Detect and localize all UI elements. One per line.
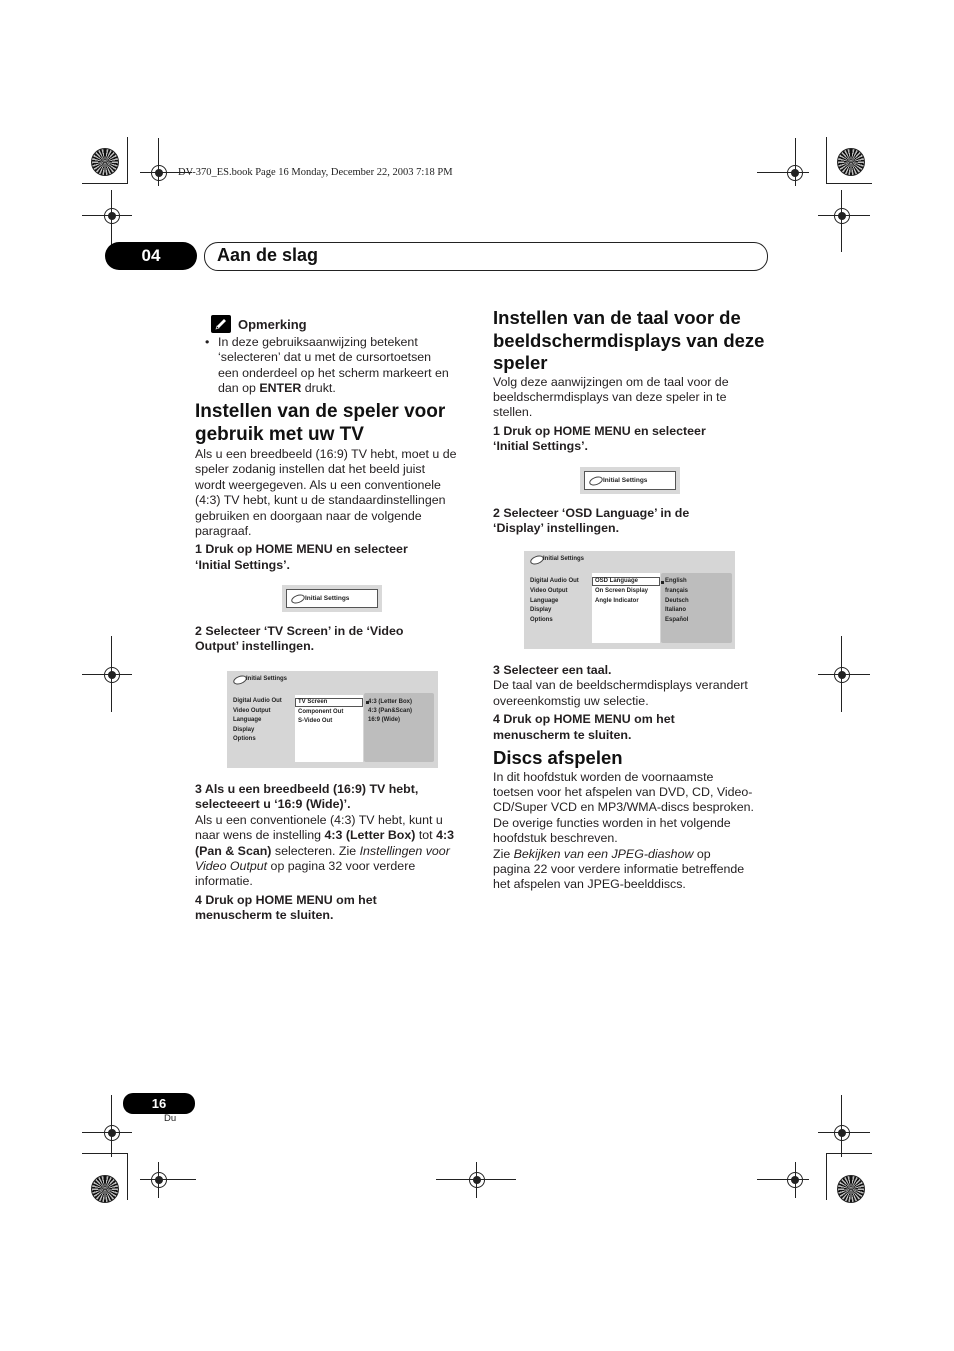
menu-item[interactable]: Digital Audio Out [530, 578, 579, 584]
registration-target [466, 1169, 488, 1191]
note-text [205, 335, 475, 397]
section-body: In dit hoofdstuk worden de voornaamste toetsen voor het afspelen van DVD, CD, Video- CD/Super VCD en MP3/WMA-discs besproken. De overige functies worden in het volgende hoofdstuk beschreven. Zie Bekijken van een JPEG-diashow op pagina 22 voor verdere informatie betreffende het afspelen van JPEG-beelddiscs. [493, 769, 754, 892]
menu-item[interactable]: Video Output [530, 588, 568, 594]
step-3: 3 Selecteer een taal. [493, 663, 612, 677]
initial-settings-screen [282, 585, 382, 612]
page-number: 16 [123, 1093, 195, 1114]
display-screen [524, 551, 735, 649]
option-item[interactable]: français [665, 588, 689, 594]
section-taal [493, 307, 778, 455]
registration-target [831, 205, 853, 227]
registration-target [101, 205, 123, 227]
option-item[interactable]: 16:9 (Wide) [368, 717, 400, 723]
crop-box [82, 1153, 128, 1200]
crop-line [140, 1179, 196, 1180]
crop-line [795, 138, 796, 186]
crop-line [82, 1132, 132, 1133]
step-2: 2 Selecteer ‘TV Screen’ in de ‘Video Output’ instellingen. [195, 624, 404, 654]
note-line: In deze gebruiksaanwijzing betekent [218, 335, 418, 349]
crop-line [82, 674, 132, 675]
crop-line [111, 636, 112, 712]
initial-settings-screen [580, 467, 680, 494]
crop-box [826, 1153, 872, 1200]
screen-title: Initial Settings [305, 595, 350, 602]
step-4: 4 Druk op HOME MENU om het menuscherm te sluiten. [493, 712, 675, 742]
menu-item[interactable]: Video Output [233, 708, 271, 714]
note-line: dan op ENTER drukt. [218, 381, 336, 396]
crop-line [818, 215, 870, 216]
registration-target [148, 162, 170, 184]
crop-box [82, 137, 128, 184]
registration-target [148, 1169, 170, 1191]
step-1: 1 Druk op HOME MENU en selecteer ‘Initial Settings’. [195, 542, 408, 572]
crop-line [158, 1162, 159, 1198]
section-intro: Als u een breedbeeld (16:9) TV hebt, moet u de speler zodanig instellen dat het beeld juist wordt weergegeven. Als u een conventionele (4:3) TV hebt, kunt u de standaardinstellingen gebruiken en doorgaan naar de volgende paragraaf. [195, 447, 457, 539]
page-language: Du [164, 1113, 177, 1124]
menu-item[interactable]: Display [530, 607, 552, 613]
section-speler-tv [195, 401, 475, 573]
bullet: • [205, 335, 210, 349]
note-title: Opmerking [238, 317, 307, 332]
submenu-item[interactable]: OSD Language [595, 578, 639, 584]
menu-item[interactable]: Digital Audio Out [233, 698, 282, 704]
crop-line [757, 1179, 809, 1180]
option-item[interactable]: 4:3 (Pan&Scan) [368, 708, 413, 714]
step-2: 2 Selecteer ‘OSD Language’ in de ‘Display’ instellingen. [493, 506, 690, 536]
menu-item[interactable]: Options [233, 736, 256, 742]
note-line: ‘selecteren’ dat u met de cursortoetsen [218, 350, 432, 365]
video-output-screen [227, 671, 438, 768]
chapter-title: Aan de slag [217, 245, 319, 265]
screen-title: Initial Settings [603, 477, 648, 484]
registration-target [831, 1122, 853, 1144]
submenu-item[interactable]: Angle Indicator [595, 598, 639, 604]
registration-target [831, 664, 853, 686]
note-block [205, 317, 475, 397]
steps-3-4: 3 Selecteer een taal. De taal van de beeldschermdisplays verandert overeenkomstig uw selectie. 4 Druk op HOME MENU om het menuscherm te sluiten. [493, 663, 778, 743]
crop-line [82, 215, 132, 216]
chapter-number: 04 [105, 242, 197, 270]
section-intro: Volg deze aanwijzingen om de taal voor de beeldschermdisplays van deze speler in te stellen. [493, 374, 729, 420]
option-item[interactable]: Italiano [665, 607, 687, 613]
submenu-item[interactable]: TV Screen [298, 699, 328, 705]
option-item[interactable]: Deutsch [665, 598, 689, 604]
crop-line [795, 1162, 796, 1198]
option-item[interactable]: English [665, 578, 687, 584]
crop-line [158, 138, 159, 186]
option-item[interactable]: Español [665, 617, 689, 623]
option-item[interactable]: 4:3 (Letter Box) [368, 699, 413, 705]
crop-line [476, 1162, 477, 1198]
step-3: 3 Als u een breedbeeld (16:9) TV hebt, selecteeert u ‘16:9 (Wide)’. [195, 782, 419, 812]
step-1: 1 Druk op HOME MENU en selecteer ‘Initial Settings’. [493, 423, 706, 454]
menu-item[interactable]: Display [233, 727, 255, 733]
submenu-item[interactable]: S-Video Out [298, 718, 333, 724]
screen-title: Initial Settings [543, 556, 585, 562]
section-heading: Instellen van de speler voor gebruik met uw TV [195, 401, 446, 445]
registration-target [101, 664, 123, 686]
menu-item[interactable]: Language [530, 598, 559, 604]
step-4: 4 Druk op HOME MENU om het menuscherm te sluiten. [195, 892, 377, 923]
selected-marker [661, 581, 664, 584]
menu-item[interactable]: Options [530, 617, 553, 623]
section-discs [493, 747, 778, 893]
submenu-item[interactable]: On Screen Display [595, 588, 649, 594]
crop-line [111, 190, 112, 250]
crop-line [818, 674, 870, 675]
book-header: DV-370_ES.book Page 16 Monday, December 22, 2003 7:18 PM [178, 167, 453, 178]
section-heading: Instellen van de taal voor de beeldschermdisplays van deze speler [493, 307, 765, 373]
step-3-block [195, 782, 480, 924]
note-line: een onderdeel op het scherm markeert en [218, 365, 449, 380]
crop-line [111, 1095, 112, 1157]
section-heading: Discs afspelen [493, 747, 623, 768]
screen-title: Initial Settings [246, 676, 288, 682]
crop-line [841, 1095, 842, 1157]
menu-item[interactable]: Language [233, 717, 262, 723]
step-3-body: Als u een conventionele (4:3) TV hebt, kunt u naar wens de instelling 4:3 (Letter Box) tot 4:3 (Pan & Scan) selecteren. Zie Instellingen voor Video Output op pagina 32 voor verdere informatie. [195, 812, 454, 889]
registration-target [101, 1122, 123, 1144]
crop-line [841, 636, 842, 712]
crop-box [826, 137, 872, 184]
submenu-item[interactable]: Component Out [298, 709, 344, 715]
crop-line [818, 1132, 870, 1133]
crop-line [841, 190, 842, 252]
crop-line [757, 172, 809, 173]
